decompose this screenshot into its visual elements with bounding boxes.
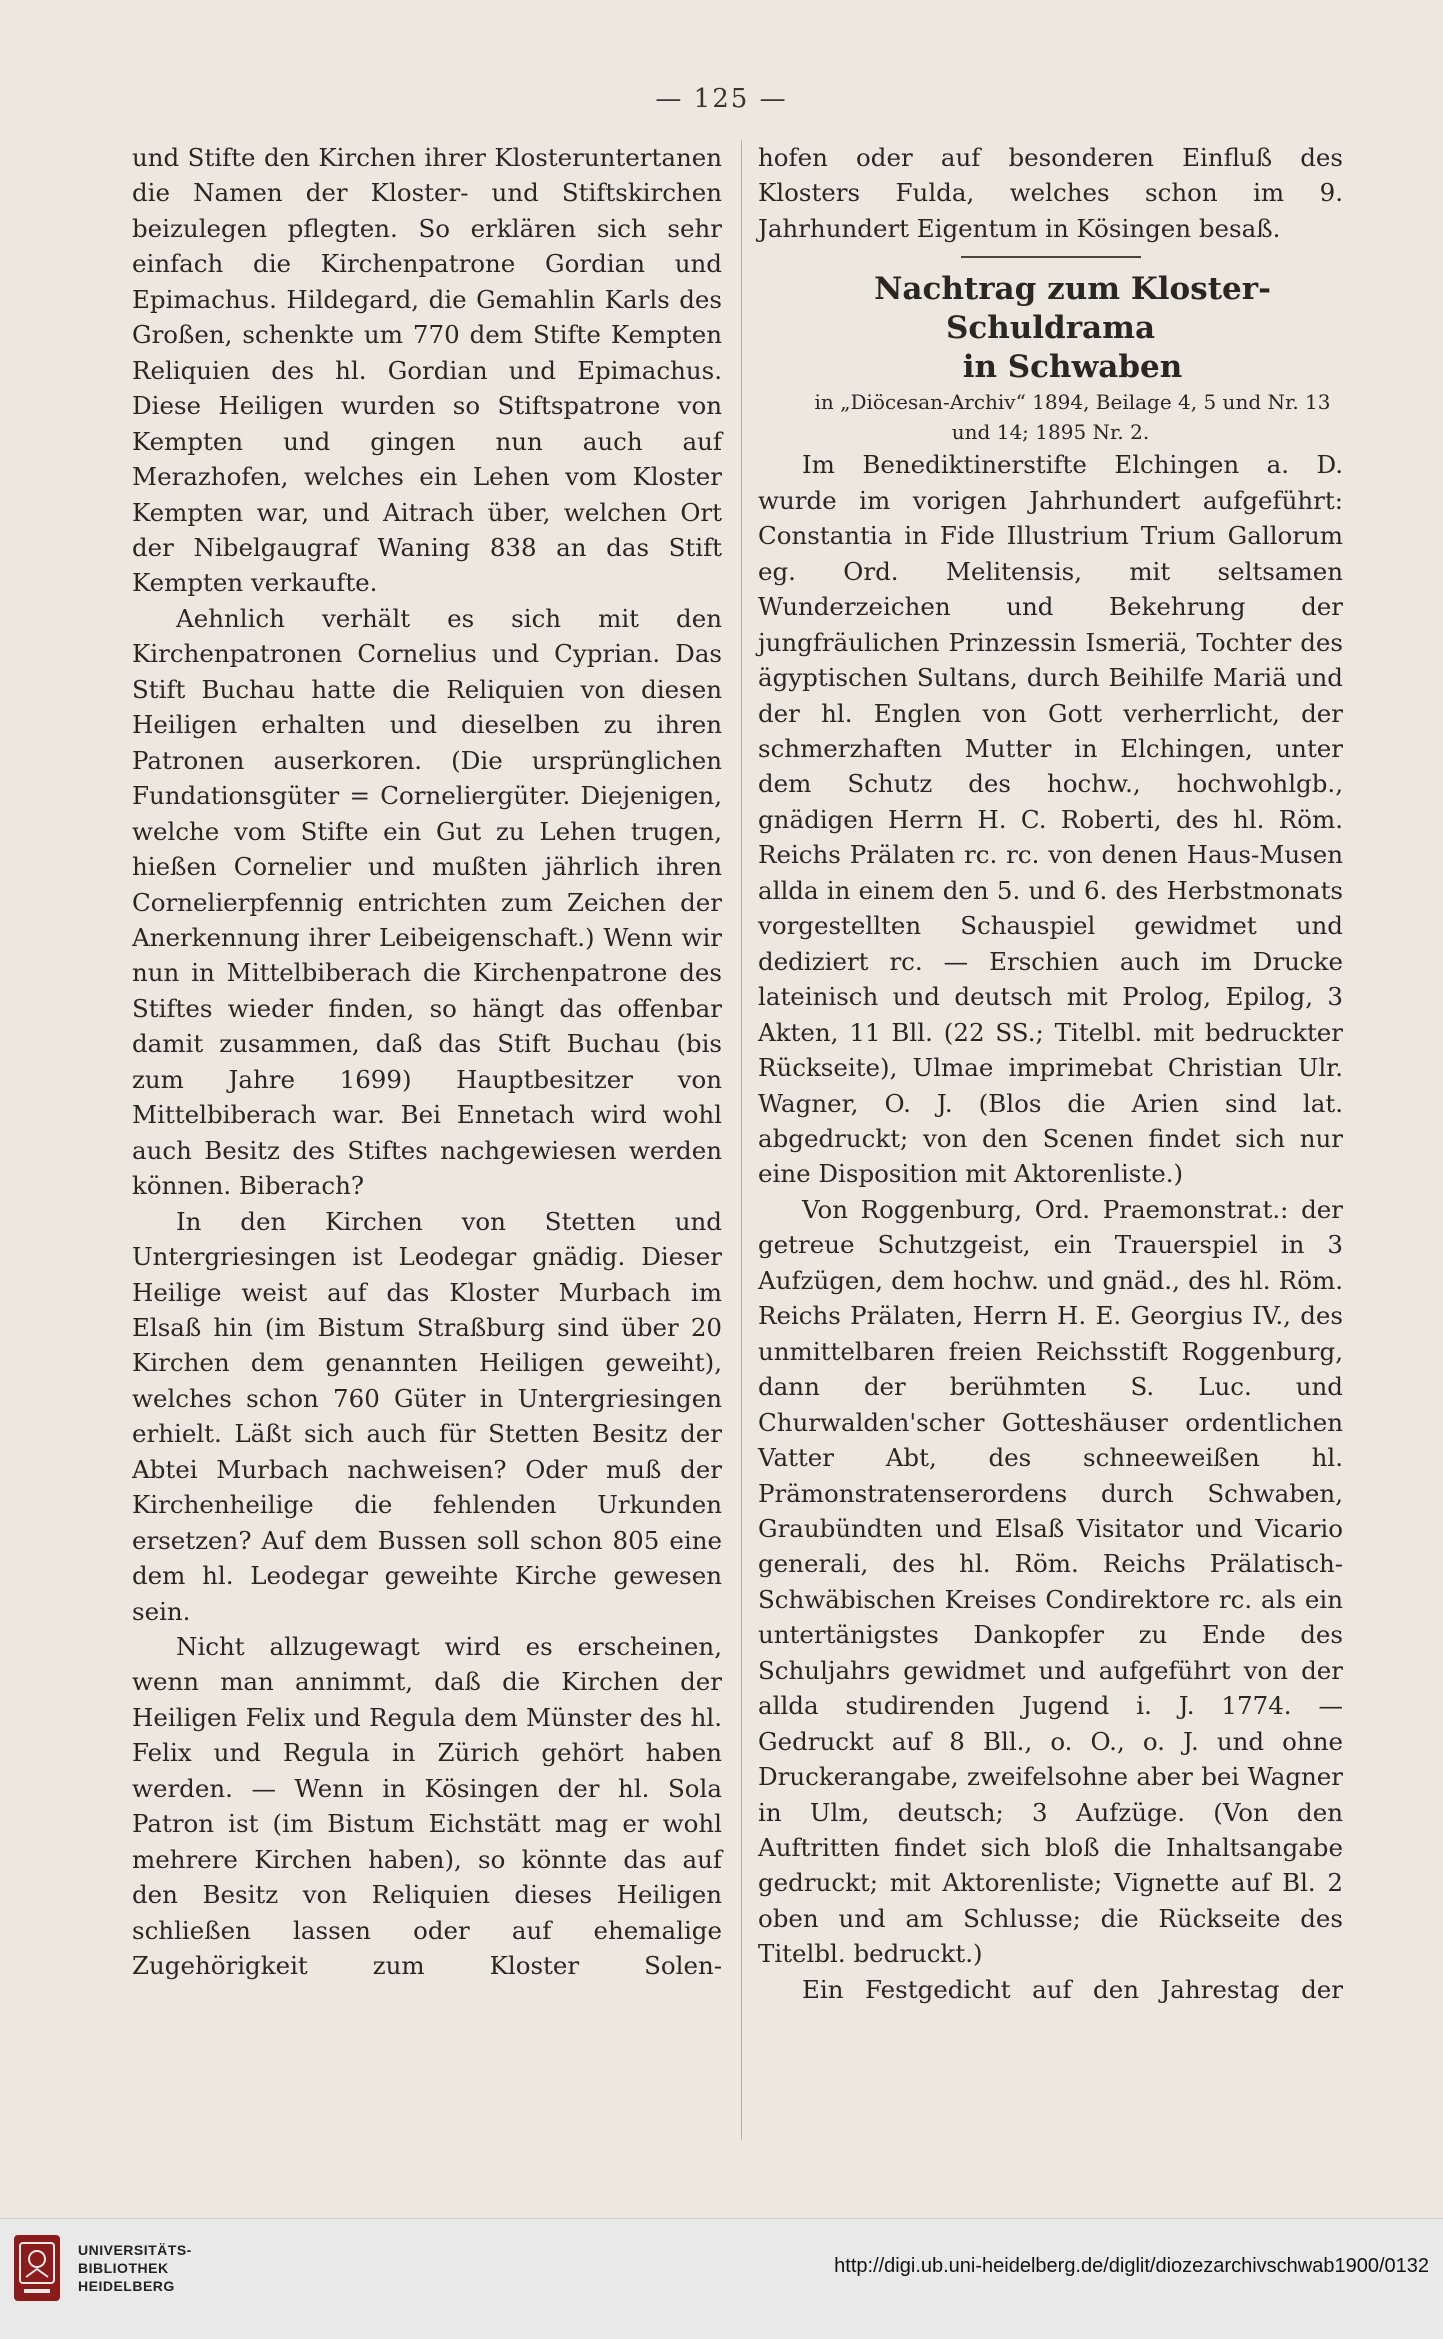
paragraph: Aehnlich verhält es sich mit den Kirchenpatronen Cornelius und Cyprian. Das Stift Buchau hatte die Reliquien von diesen Heiligen erhalten und dieselben zu ihren Patronen auserkoren. (Die ursprünglichen Fundationsgüter = Corneliergüter. Diejenigen, welche vom Stifte ein Gut zu Lehen trugen, hießen Cornelier und mußten jährlich ihren Cornelierpfennig entrichten zum Zeichen der Anerkennung ihrer Leibeigenschaft.) Wenn wir nun in Mittelbiberach die Kirchenpatrone des Stiftes wieder finden, so hängt das offenbar damit zusammen, daß das Stift Buchau (bis zum Jahre 1699) Hauptbesitzer von Mittelbiberach war. Bei Ennetach wird wohl auch Besitz des Stiftes nachgewiesen werden können. Biberach? [132, 603, 722, 1201]
section-heading-line: Nachtrag zum Kloster-Schuldrama [874, 271, 1271, 347]
paragraph-continuation: hofen oder auf besonderen Einfluß des Klosters Fulda, welches schon im 9. Jahrhundert Eigentum in Kösingen besaß. [758, 143, 1343, 243]
paragraph: Nicht allzugewagt wird es erscheinen, wenn man annimmt, daß die Kirchen der Heiligen Felix und Regula dem Münster des hl. Felix und Regula in Zürich gehört haben werden. — Wenn in Kösingen der hl. Sola Patron ist (im Bistum Eichstätt mag er wohl mehrere Kirchen haben), so könnte das auf den Besitz von Reliquien dieses Heiligen schließen lassen oder auf ehemalige Zugehörigkeit zum Kloster Solen- [132, 1632, 722, 1981]
paragraph: Im Benediktinerstifte Elchingen a. D. wurde im vorigen Jahrhundert aufgeführt: Constantia in Fide Illustrium Trium Gallorum eg. Ord. Melitensis, mit seltsamen Wunderzeichen und Bekehrung der jungfräulichen Prinzessin Ismeriä, Tochter des ägyptischen Sultans, durch Beihilfe Mariä und der hl. Englen von Gott verherrlicht, der schmerzhaften Mutter in Elchingen, unter dem Schutz des hochw., hochwohlgb., gnädigen Herrn H. C. Roberti, des hl. Röm. Reichs Prälaten rc. rc. von denen Haus-Musen allda in einem den 5. und 6. des Herbstmonats vorgestellten Schauspiel gewidmet und dediziert rc. — Erschien auch im Drucke lateinisch und deutsch mit Prolog, Epilog, 3 Akten, 11 Bll. (22 SS.; Titelbl. mit bedruckter Rückseite), Ulmae imprimebat Christian Ulr. Wagner, O. J. (Blos die Arien sind lat. abgedruckt; von den Scenen findet sich nur eine Disposition mit Aktorenliste.) [758, 450, 1343, 1189]
section-source: in „Diöcesan-Archiv“ 1894, Beilage 4, 5 und Nr. 13 und 14; 1895 Nr. 2. [814, 390, 1331, 445]
university-seal-icon [12, 2233, 62, 2303]
section-heading-line: in Schwaben [962, 349, 1183, 386]
section-heading [758, 270, 1343, 387]
page-number: — 125 — [655, 84, 788, 114]
paragraph: Ein Festgedicht auf den Jahrestag der [802, 1974, 1343, 2004]
library-name-line: HEIDELBERG [78, 2278, 175, 2294]
right-column [758, 140, 1343, 2007]
section-rule [961, 256, 1141, 258]
library-name [78, 2241, 192, 2295]
source-url-link[interactable]: http://digi.ub.uni-heidelberg.de/diglit/diozezarchivschwab1900/0132 [834, 2255, 1429, 2277]
left-column [132, 140, 722, 1984]
paragraph: Von Roggenburg, Ord. Praemonstrat.: der getreue Schutzgeist, ein Trauerspiel in 3 Aufzügen, dem hochw. und gnäd., des hl. Röm. Reichs Prälaten, Herrn H. E. Georgius IV., des unmittelbaren freien Reichsstift Roggenburg, dann der berühmten S. Luc. und Churwalden'scher Gotteshäuser ordentlichen Vatter Abt, des schneeweißen hl. Prämonstratenserordens durch Schwaben, Graubündten und Elsaß Visitator und Vicario generali, des hl. Röm. Reichs Prälatisch-Schwäbischen Kreises Condirektore rc. als ein untertänigstes Dankopfer zu Ende des Schuljahrs gewidmet und aufgeführt von der allda studirenden Jugend i. J. 1774. — Gedruckt auf 8 Bll., o. O., o. J. und ohne Druckerangabe, zweifelsohne aber bei Wagner in Ulm, deutsch; 3 Aufzüge. (Von den Auftritten findet sich bloß die Inhaltsangabe gedruckt; mit Aktorenliste; Vignette auf Bl. 2 oben und am Schlusse; die Rückseite des Titelbl. bedruckt.) [758, 1194, 1343, 1969]
library-name-line: UNIVERSITÄTS- [78, 2242, 192, 2258]
paragraph: und Stifte den Kirchen ihrer Klosteruntertanen die Namen der Kloster- und Stiftskirchen beizulegen pflegten. So erklären sich sehr einfach die Kirchenpatrone Gordian und Epimachus. Hildegard, die Gemahlin Karls des Großen, schenkte um 770 dem Stifte Kempten Reliquien des hl. Gordian und Epimachus. Diese Heiligen wurden so Stiftspatrone von Kempten und gingen nun auch auf Merazhofen, welches ein Lehen vom Kloster Kempten war, und Aitrach über, welchen Ort der Nibelgaugraf Waning 838 an das Stift Kempten verkaufte. [132, 143, 722, 598]
footer-bar [0, 2218, 1443, 2339]
column-divider [741, 140, 742, 2140]
library-name-line: BIBLIOTHEK [78, 2260, 169, 2276]
paragraph: In den Kirchen von Stetten und Untergriesingen ist Leodegar gnädig. Dieser Heilige weist auf das Kloster Murbach im Elsaß hin (im Bistum Straßburg sind über 20 Kirchen dem genannten Heiligen geweiht), welches schon 760 Güter in Untergriesingen erhielt. Läßt sich auch für Stetten Besitz der Abtei Murbach nachweisen? Oder muß der Kirchenheilige die fehlenden Urkunden ersetzen? Auf dem Bussen soll schon 805 eine dem hl. Leodegar geweihte Kirche gewesen sein. [132, 1206, 722, 1626]
